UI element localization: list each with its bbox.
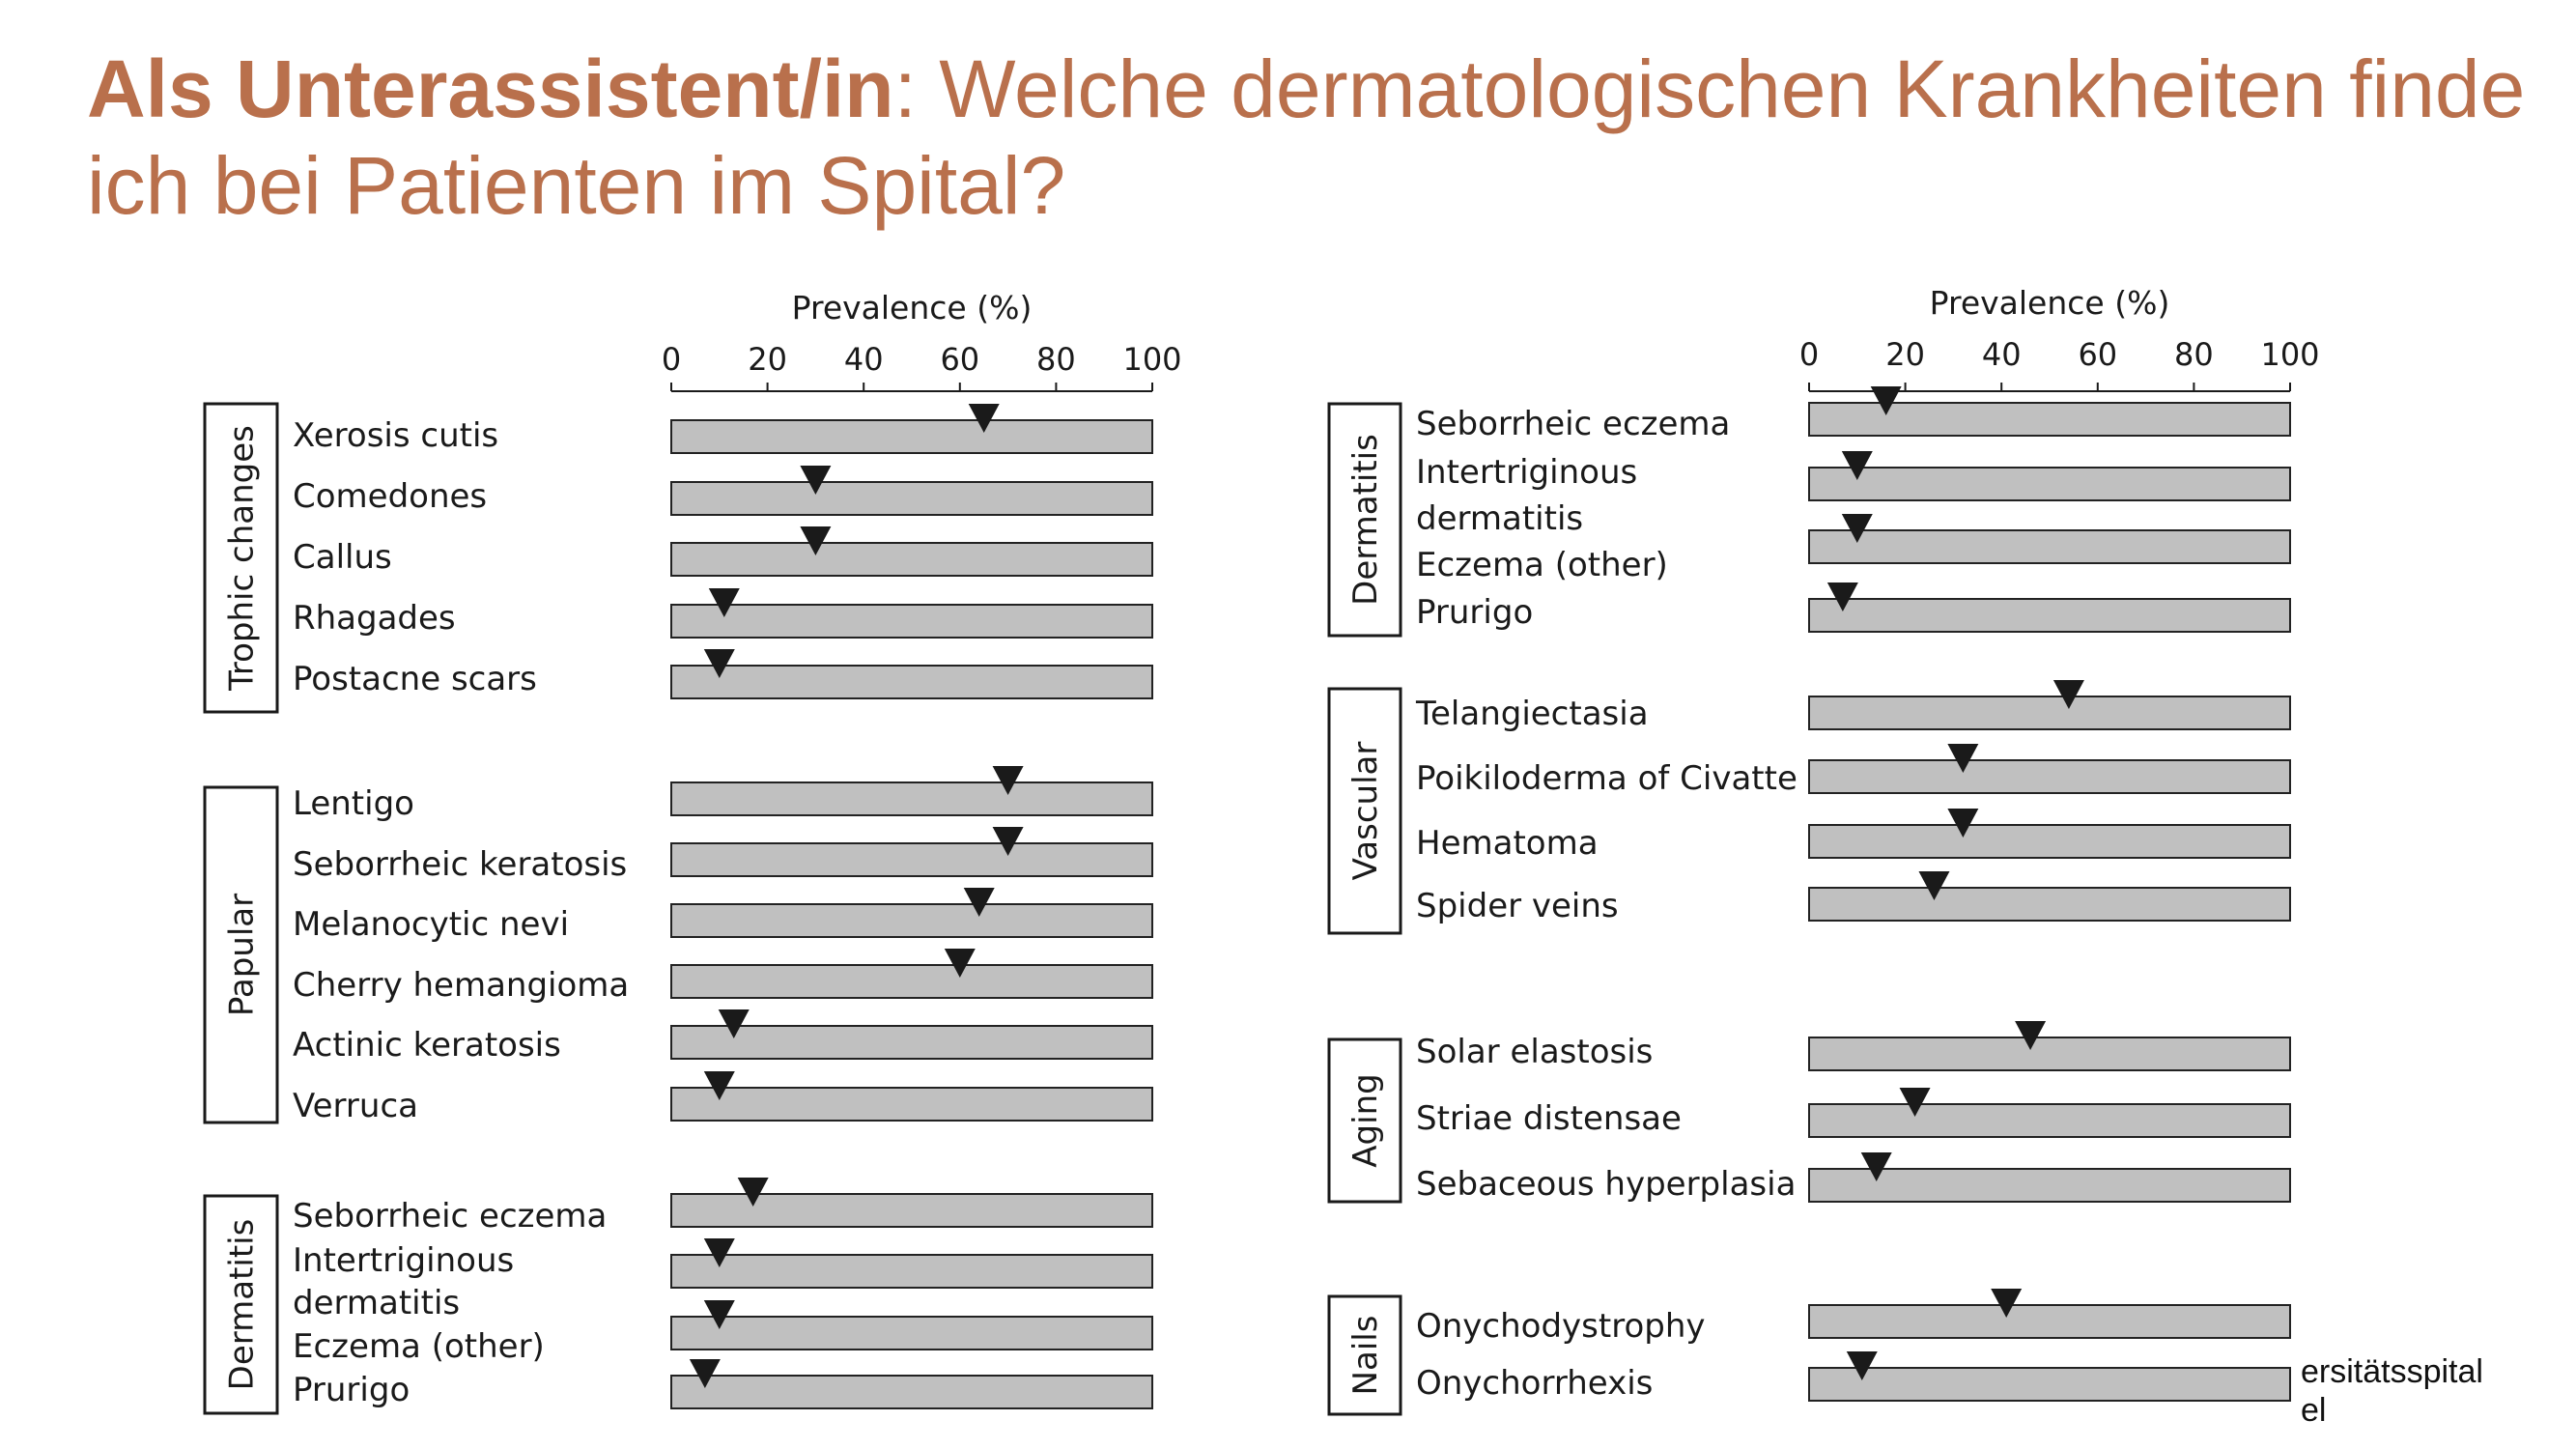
axis-title: Prevalence (%) — [791, 289, 1033, 327]
row-label: dermatitis — [1416, 499, 1584, 538]
prevalence-bar — [671, 1088, 1152, 1121]
group-label: Trophic changes — [222, 425, 262, 691]
group-papular — [205, 766, 1152, 1125]
x-tick-label: 40 — [843, 341, 884, 378]
prevalence-bar — [671, 420, 1152, 453]
group-trophic-changes — [205, 404, 1152, 712]
row-label: Prurigo — [293, 1371, 410, 1409]
row-label: Eczema (other) — [293, 1327, 545, 1366]
row-label: Poikiloderma of Civatte — [1416, 759, 1798, 798]
x-tick-label: 0 — [1798, 336, 1820, 373]
title-rest: : Welche dermatologischen Krankheiten finde ich bei Patienten im Spital? — [87, 43, 2526, 231]
row-label: Hematoma — [1416, 824, 1599, 863]
prevalence-bar — [1809, 599, 2290, 632]
row-label: Rhagades — [293, 599, 456, 638]
prevalence-bar — [1809, 825, 2290, 858]
group-label: Aging — [1346, 1073, 1385, 1168]
x-tick-label: 80 — [1036, 341, 1076, 378]
row-label: Spider veins — [1416, 887, 1619, 925]
group-label: Papular — [222, 893, 262, 1017]
prevalence-bar — [1809, 1305, 2290, 1338]
prevalence-bar — [1809, 530, 2290, 563]
prevalence-bar — [671, 1317, 1152, 1350]
prevalence-bar — [671, 843, 1152, 876]
row-label: Seborrheic eczema — [293, 1197, 608, 1236]
chart-panel-1 — [205, 289, 1182, 1413]
row-label: Cherry hemangioma — [293, 966, 630, 1005]
row-label: Intertriginous — [293, 1241, 515, 1280]
prevalence-bar — [671, 1255, 1152, 1288]
row-label: Comedones — [293, 477, 488, 516]
prevalence-bar — [671, 782, 1152, 815]
prevalence-bar — [1809, 696, 2290, 729]
x-tick-label: 20 — [748, 341, 787, 378]
row-label: Postacne scars — [293, 660, 537, 698]
row-label: Actinic keratosis — [293, 1026, 561, 1065]
group-label: Nails — [1346, 1315, 1385, 1396]
x-tick-label: 60 — [940, 341, 980, 378]
prevalence-bar — [671, 482, 1152, 515]
prevalence-bar — [1809, 1169, 2290, 1202]
row-label: Telangiectasia — [1416, 695, 1649, 733]
prevalence-bar — [671, 1376, 1152, 1408]
row-label: Striae distensae — [1416, 1099, 1682, 1138]
group-aging — [1329, 1021, 2290, 1204]
row-label: Callus — [293, 538, 392, 577]
row-label: Seborrheic keratosis — [293, 845, 628, 884]
logo-line-1: ersitätsspital — [2301, 1353, 2483, 1390]
prevalence-bar — [671, 666, 1152, 698]
row-label: Prurigo — [1416, 593, 1534, 632]
logo-line-2: el — [2301, 1392, 2327, 1429]
group-dermatitis — [1329, 386, 2290, 636]
prevalence-bar — [671, 1194, 1152, 1227]
x-tick-label: 80 — [2174, 336, 2214, 373]
row-label: Onychodystrophy — [1416, 1307, 1706, 1346]
title-bold: Als Unterassistent/in — [87, 43, 894, 134]
row-label: Lentigo — [293, 784, 414, 823]
prevalence-bar — [671, 965, 1152, 998]
x-tick-label: 100 — [2260, 336, 2320, 373]
group-dermatitis — [205, 1178, 1152, 1413]
prevalence-bar — [1809, 468, 2290, 500]
row-label: Onychorrhexis — [1416, 1364, 1654, 1403]
prevalence-bar — [671, 605, 1152, 638]
chart-panel-2 — [1329, 284, 2320, 1414]
prevalence-bar — [671, 904, 1152, 937]
row-label: Xerosis cutis — [293, 416, 499, 455]
x-tick-label: 20 — [1885, 336, 1925, 373]
prevalence-bar — [1809, 760, 2290, 793]
prevalence-bar — [671, 543, 1152, 576]
row-label: Seborrheic eczema — [1416, 405, 1731, 443]
group-label: Dermatitis — [222, 1218, 262, 1391]
prevalence-bar — [671, 1026, 1152, 1059]
x-tick-label: 100 — [1122, 341, 1182, 378]
row-label: Melanocytic nevi — [293, 905, 570, 944]
row-label: dermatitis — [293, 1284, 461, 1322]
row-label: Intertriginous — [1416, 453, 1638, 492]
row-label: Sebaceous hyperplasia — [1416, 1165, 1797, 1204]
row-label: Verruca — [293, 1087, 418, 1125]
prevalence-bar — [1809, 1368, 2290, 1401]
row-label: Eczema (other) — [1416, 546, 1668, 584]
group-label: Vascular — [1346, 741, 1385, 881]
prevalence-bar — [1809, 1037, 2290, 1070]
prevalence-bar — [1809, 888, 2290, 921]
x-tick-label: 60 — [2078, 336, 2118, 373]
group-vascular — [1329, 680, 2290, 933]
x-tick-label: 40 — [1981, 336, 2022, 373]
prevalence-bar — [1809, 1104, 2290, 1137]
x-tick-label: 0 — [661, 341, 682, 378]
axis-title: Prevalence (%) — [1929, 284, 2170, 322]
prevalence-bar — [1809, 403, 2290, 436]
group-nails — [1329, 1289, 2290, 1414]
row-label: Solar elastosis — [1416, 1033, 1654, 1071]
group-label: Dermatitis — [1346, 434, 1385, 606]
logo — [2301, 1352, 2576, 1430]
